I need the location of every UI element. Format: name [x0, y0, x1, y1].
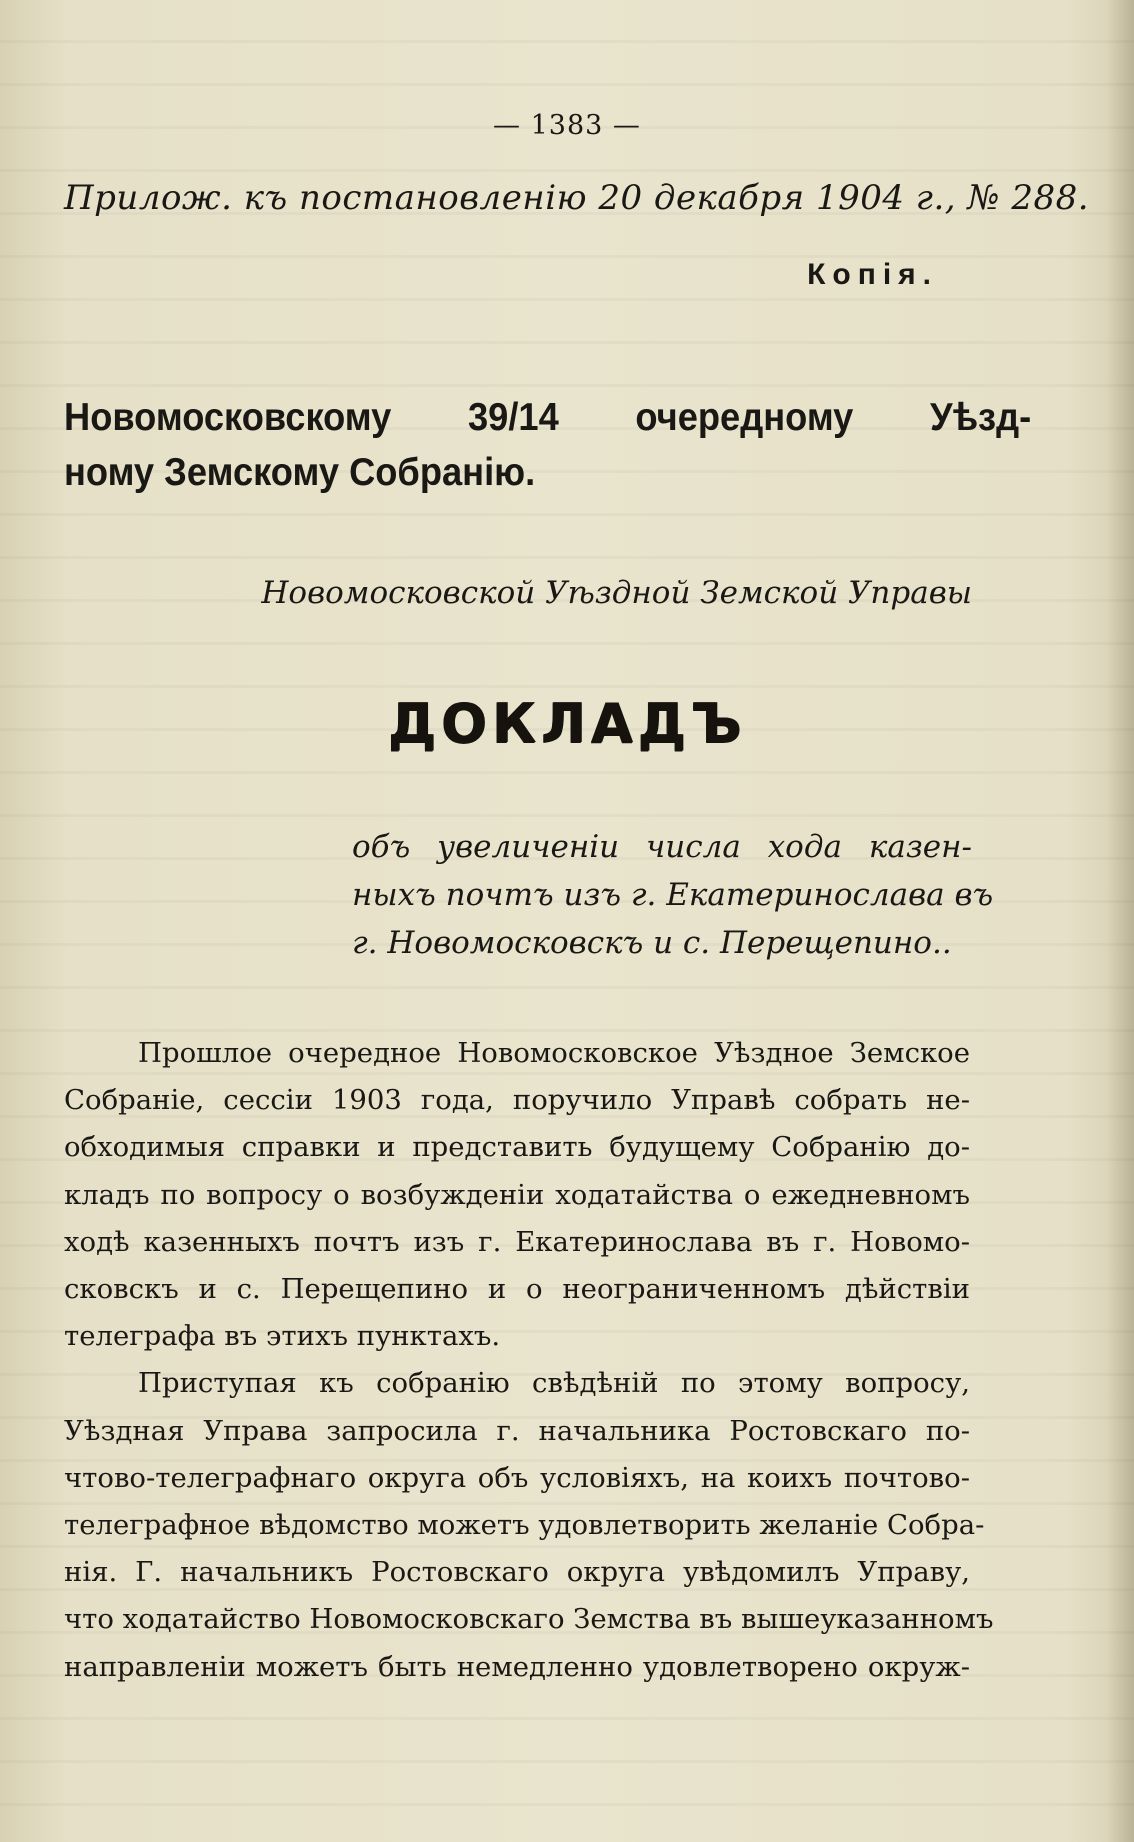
report-title: ДОКЛАДЪ	[387, 692, 747, 755]
text-line: нія. Г. начальникъ Ростовскаго округа увѣдомилъ Управу,	[64, 1556, 970, 1589]
text-line: Уѣздная Управа запросила г. начальника Ростовскаго по-	[64, 1414, 970, 1447]
subject-line-2: ныхъ почтъ изъ г. Екатеринослава въ	[352, 877, 994, 913]
report-subject	[352, 823, 994, 967]
text-line: Прошлое очередное Новомосковское Уѣздное Земское	[138, 1037, 970, 1069]
subject-line-1: объ увеличеніи числа хода казен-	[352, 829, 972, 865]
paragraph-2	[64, 1360, 994, 1690]
paragraph-1	[64, 1030, 970, 1360]
text-line: телеграфа въ этихъ пунктахъ.	[64, 1320, 501, 1353]
text-line: кладъ по вопросу о возбужденіи ходатайства о ежедневномъ	[64, 1178, 970, 1211]
text-line: ходѣ казенныхъ почтъ изъ г. Екатеринослава въ г. Новомо-	[64, 1225, 970, 1258]
page-number: — 1383 —	[493, 110, 641, 141]
addressee-line-2: ному Земскому Собранію.	[64, 451, 536, 494]
text-line: Приступая къ собранію свѣдѣній по этому вопросу,	[138, 1367, 970, 1400]
text-line: что ходатайство Новомосковскаго Земства въ вышеуказанномъ	[64, 1603, 994, 1636]
copy-mark: Копія.	[807, 258, 938, 291]
text-line: чтово-телеграфнаго округа объ условіяхъ, на коихъ почтово-	[64, 1461, 970, 1494]
text-line: Собраніе, сессіи 1903 года, поручило Управѣ собрать не-	[64, 1084, 970, 1117]
sender-line: Новомосковской Уѣздной Земской Управы	[261, 575, 972, 611]
appendix-reference: Прилож. къ постановленію 20 декабря 1904 г., № 288.	[64, 178, 1090, 218]
text-line: направленіи можетъ быть немедленно удовлетворено окруж-	[64, 1650, 970, 1683]
page-edge-shadow	[1106, 0, 1134, 1842]
subject-line-3: г. Новомосковскъ и с. Перещепино..	[352, 925, 952, 961]
text-line: сковскъ и с. Перещепино и о неограниченномъ дѣйствіи	[64, 1273, 970, 1306]
text-line: обходимыя справки и представить будущему Собранію до-	[64, 1131, 970, 1164]
addressee-heading	[64, 390, 1032, 500]
addressee-line-1: Новомосковскому 39/14 очередному Уѣзд-	[64, 396, 1032, 439]
text-line: телеграфное вѣдомство можетъ удовлетворить желаніе Собра-	[64, 1509, 985, 1542]
body-text	[64, 1030, 994, 1691]
